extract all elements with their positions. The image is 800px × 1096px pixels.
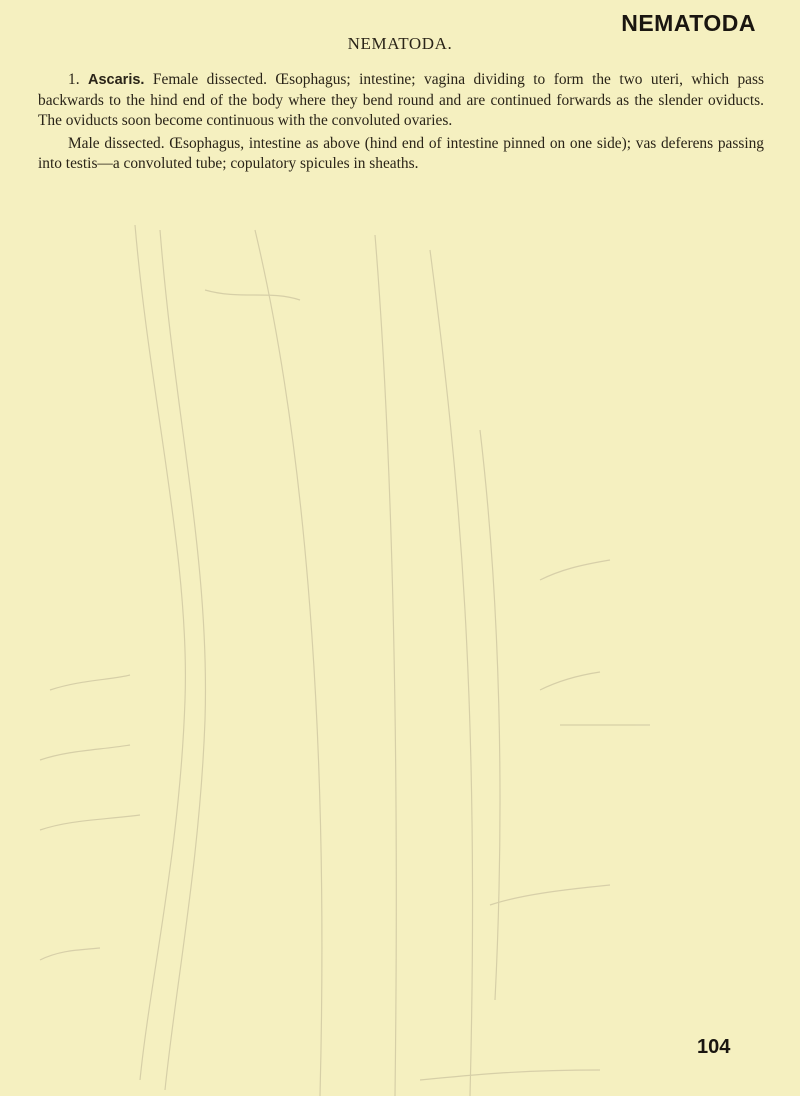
female-description: Female dissected. Œsophagus; intestine; vagina dividing to form the two uteri, which pass backwards to the hind end of the body where they bend round and are continued forwards as the slender oviducts. The oviducts soon become continuous with the convoluted ovaries. — [38, 71, 764, 129]
page-title: NEMATODA. — [347, 34, 453, 53]
running-head: NEMATODA — [621, 10, 756, 36]
page-number: 104 — [697, 1036, 731, 1058]
male-description: Male dissected. Œsophagus, intestine as above (hind end of intestine pinned on one side); vas deferens passing into testis—a convoluted tube; copulatory spicules in sheaths. — [38, 134, 764, 172]
entry-number: 1. — [68, 71, 80, 88]
genus-name: Ascaris. — [88, 72, 145, 88]
